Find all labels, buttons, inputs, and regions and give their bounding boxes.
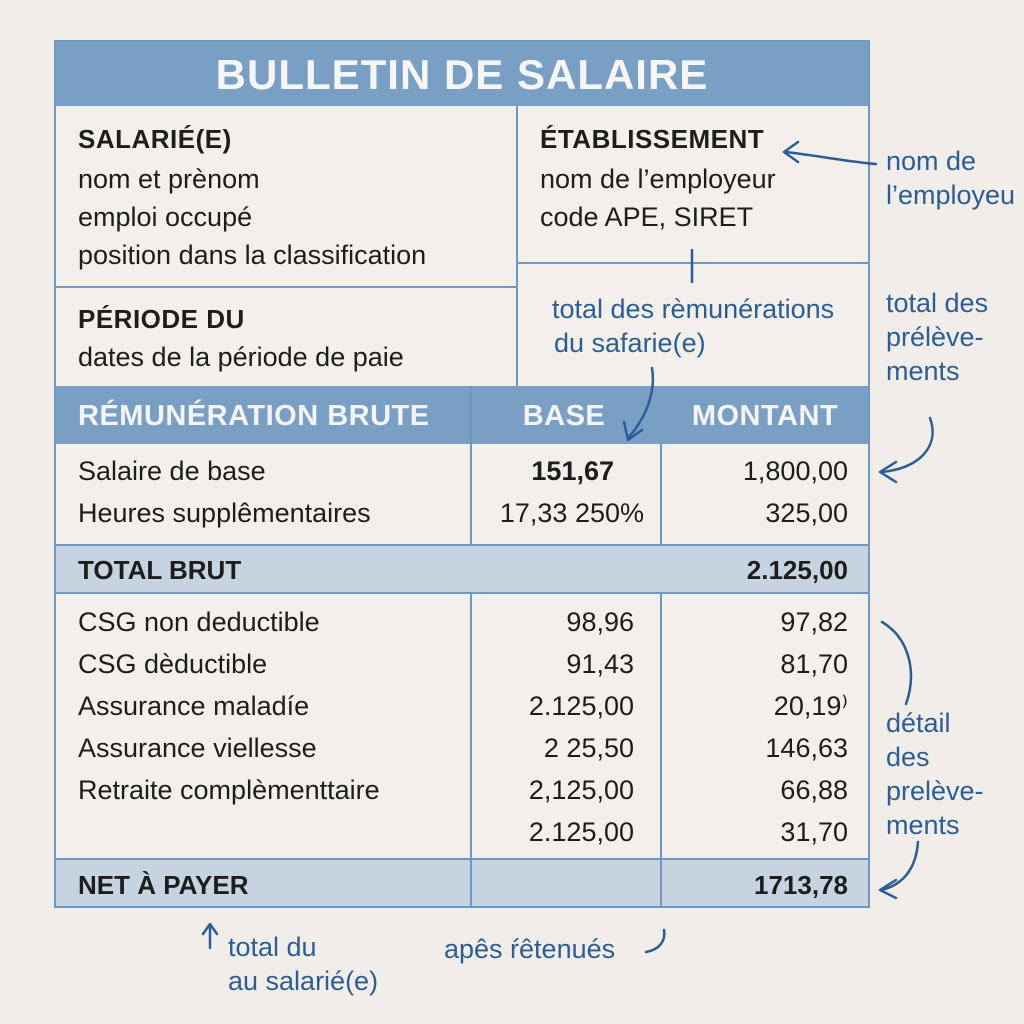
deduction-row-label: Retraite complèmenttaire [78,775,380,805]
net-amount: 1713,78 [754,870,848,900]
deduction-row-base: 91,43 [566,649,634,679]
period-line: dates de la période de paie [78,342,404,372]
column-label-header: RÉMUNÉRATION BRUTE [78,400,430,432]
annotation-total-deductions: total des prélève- ments [886,288,989,386]
gross-row-base: 151,67 [531,456,614,486]
column-base-header: BASE [522,400,606,432]
total-brut-label: TOTAL BRUT [78,555,242,585]
hook-after-deductions [646,930,664,952]
total-brut-amount: 2.125,00 [746,555,848,585]
deduction-row-amount: 146,63 [765,733,848,763]
deduction-row-amount: 97,82 [780,607,848,637]
payslip-title: BULLETIN DE SALAIRE [56,42,868,106]
gross-row-label: Salaire de base [78,456,266,486]
deduction-row-base: 2.125,00 [528,817,634,847]
deduction-row-base: 2 25,50 [543,733,634,763]
deduction-row-label: CSG dèductible [78,649,268,679]
employee-heading: SALARIÉ(E) [78,124,232,154]
annotation-detail-deductions: détail des prelève- ments [886,708,984,840]
arrow-employer [786,152,876,164]
bracket-detail [882,622,911,704]
deduction-row-base: 2.125,00 [528,691,634,721]
deduction-row-label: CSG non deductible [78,607,320,637]
annotation-employer-name: nom de l’employeu [886,146,1016,210]
gross-row-amount: 1,800,00 [742,456,848,486]
annotation-after-deductions: apês ŕêtenués [444,934,616,964]
employer-line: code APE, SIRET [540,202,754,232]
deduction-row-amount: 31,70 [780,817,848,847]
annotation-total-remuneration: total des rèmunérations du safarie(e) [552,294,835,358]
employer-line: nom de l’employeur [540,164,776,194]
gross-row-amount: 325,00 [765,498,848,528]
period-heading: PÉRIODE DU [78,304,245,334]
arrow-total-deductions [882,418,933,472]
arrow-net [882,842,918,890]
deduction-row-label: Assurance maladíe [78,691,310,721]
employee-line: emploi occupé [78,202,253,232]
deduction-row-amount: 81,70 [780,649,848,679]
deduction-row-label: Assurance viellesse [78,733,317,763]
deduction-row-amount: 20,19⁾ [773,691,848,721]
deduction-row-amount: 66,88 [780,775,848,805]
employee-line: nom et prènom [78,164,260,194]
column-amount-header: MONTANT [691,400,839,432]
employer-heading: ÉTABLISSEMENT [540,124,765,154]
deduction-row-base: 98,96 [566,607,634,637]
net-label: NET À PAYER [78,870,249,900]
arrow-total-remuneration [628,368,653,438]
annotation-total-due: total du au salarié(e) [228,932,379,996]
gross-row-label: Heures supplêmentaires [78,498,371,528]
employee-line: position dans la classification [78,240,427,270]
gross-row-base: 17,33 250% [499,498,644,528]
deduction-row-base: 2,125,00 [528,775,634,805]
